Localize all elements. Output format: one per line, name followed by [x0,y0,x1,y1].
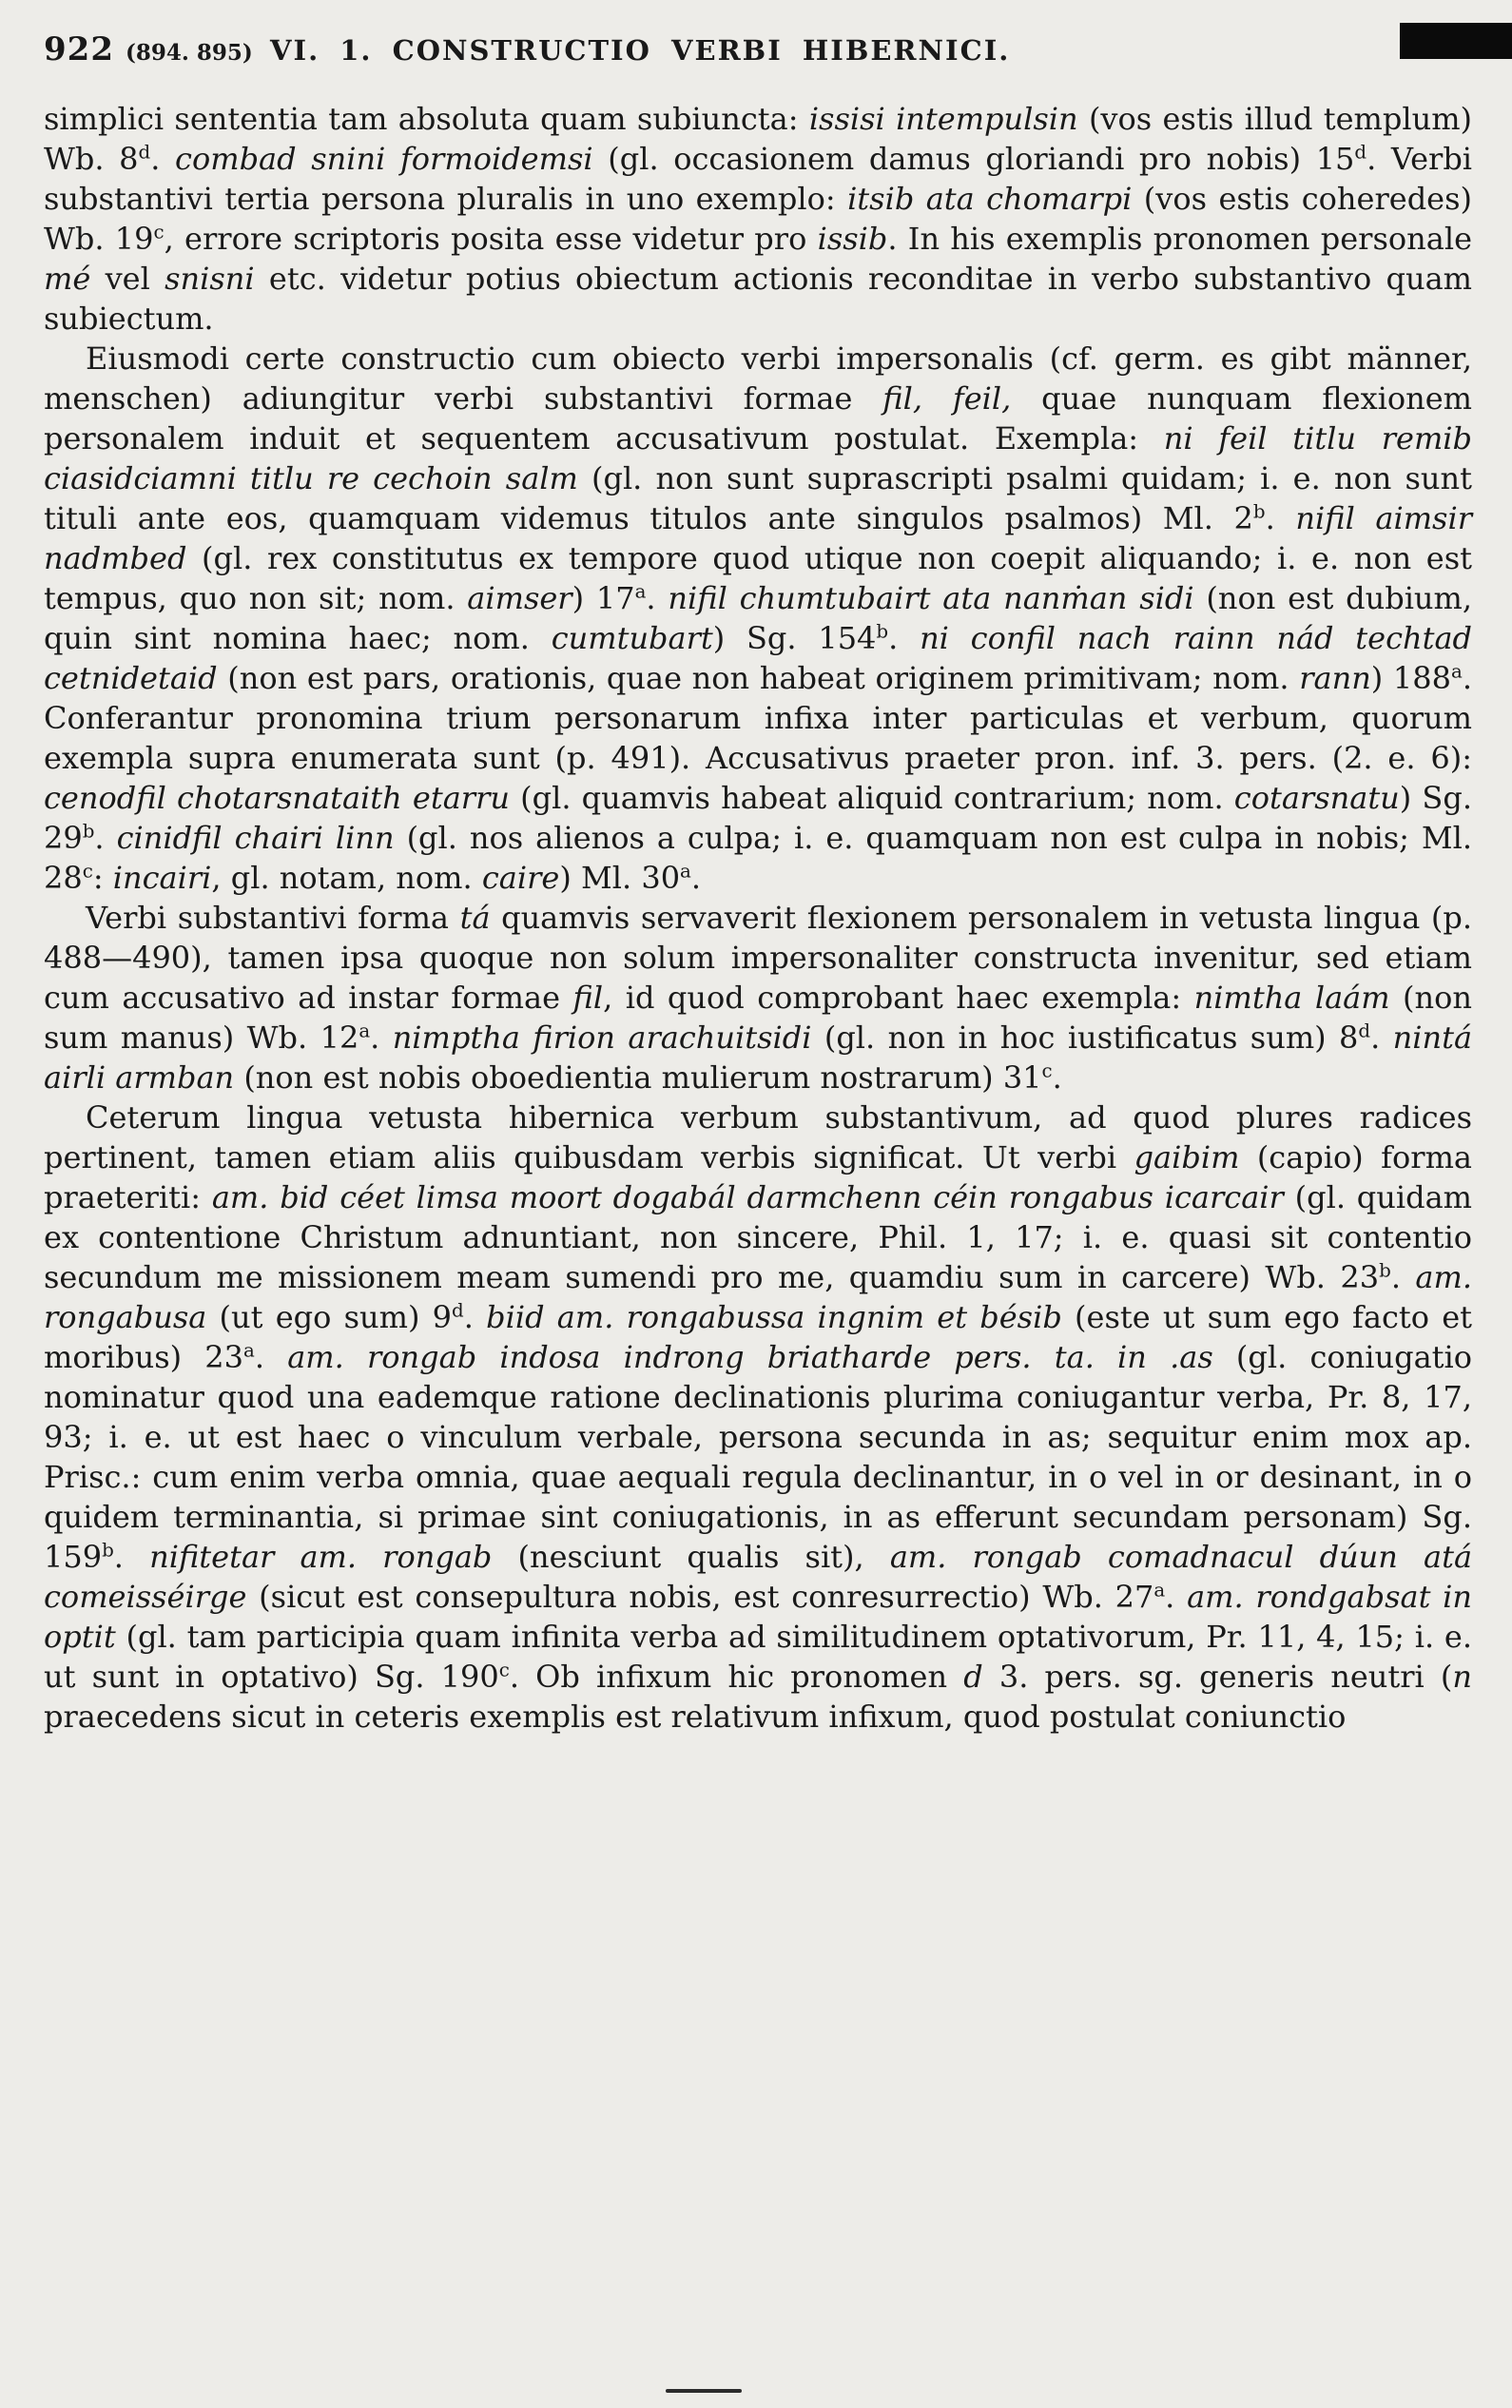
text-run: (ut ego sum) 9 [206,1299,453,1335]
reference-superscript: d [452,1299,464,1322]
reference-superscript: c [153,221,165,243]
text-run: . [690,860,702,896]
text-run: . Conferantur pronomina trium personarum infixa inter particulas et verbum, quorum exempla supra enumerata sunt (p. 491). Accusativus praeter pron. inf. 3. pers. (2. e. 6): [44,660,1473,776]
text-run: . [94,820,117,856]
text-run: (gl. occasionem damus gloriandi pro nobis) 15 [592,141,1355,177]
paragraph [44,99,1472,339]
irish-citation: aimser [467,580,572,616]
irish-citation: am. bid céet limsa moort dogabál darmchenn céin rongabus icarcair [211,1179,1284,1215]
body-text [44,99,1472,1737]
text-run: . [254,1339,288,1375]
text-run: (vos estis coheredes) Wb. 19 [44,181,1473,257]
text-run: . [888,620,921,656]
reference-superscript: c [82,860,93,883]
text-run: . [1390,1259,1416,1295]
reference-superscript: a [359,1020,371,1042]
text-run: praecedens sicut in ceteris exemplis est relativum infixum, quod postulat coniunctio [44,1699,1347,1735]
text-run: (non est dubium, quin sint nomina haec; nom. [44,580,1473,656]
reference-superscript: a [1451,660,1463,683]
text-run: (non est nobis oboedientia mulierum nostrarum) 31 [234,1059,1042,1096]
irish-citation: cumtubart [551,620,713,656]
reference-superscript: a [243,1339,255,1362]
irish-citation: nifitetar am. rongab [149,1539,493,1575]
text-run: (este ut sum ego facto et moribus) 23 [44,1299,1473,1375]
page-number: 922 [44,30,114,68]
irish-citation: cotarsnatu [1233,780,1400,816]
text-run: ) Sg. 29 [44,780,1472,856]
irish-citation: d [963,1659,983,1695]
irish-citation: am. rongab comadnacul dúun atá comeisséirge [44,1539,1473,1615]
text-run: , id quod comprobant haec exempla: [603,980,1194,1016]
text-run: . [370,1020,393,1056]
text-run: , gl. notam, nom. [211,860,482,896]
text-run: : [92,860,113,896]
text-run: . [646,580,669,616]
text-run: ) 188 [1370,660,1452,696]
text-run: , errore scriptoris posita esse videtur pro [164,221,818,257]
text-run: (nesciunt qualis sit), [492,1539,890,1575]
irish-citation: fil, feil, [882,380,1012,417]
text-run: simplici sententia tam absoluta quam subiuncta: [44,101,809,137]
text-run: (sicut est consepultura nobis, est conresurrectio) Wb. 27 [246,1579,1154,1615]
text-run: (vos estis illud templum) Wb. 8 [44,101,1473,177]
text-run: (gl. quamvis habeat aliquid contrarium; nom. [509,780,1234,816]
reference-superscript: c [1041,1059,1053,1082]
text-run: . [463,1299,487,1335]
irish-citation: gaibim [1134,1139,1240,1175]
text-run: quamvis servaverit flexionem personalem in vetusta lingua (p. 488—490), tamen ipsa quoque non solum impersonaliter constructa invenitur, sed etiam cum accusativo ad instar formae [44,900,1473,1016]
irish-citation: itsib ata chomarpi [847,181,1133,217]
irish-citation: rann [1299,660,1371,696]
reference-superscript: d [1358,1020,1371,1042]
irish-citation: cenodfil chotarsnataith etarru [44,780,510,816]
running-title: VI. 1. CONSTRUCTIO VERBI HIBERNICI. [270,34,1011,67]
text-run: . [113,1539,150,1575]
irish-citation: fil [572,980,604,1016]
irish-citation: issisi intempulsin [808,101,1078,137]
text-run: Verbi substantivi forma [86,900,460,936]
irish-citation: nifil chumtubairt ata nanṁan sidi [668,580,1194,616]
paragraph [44,339,1472,898]
irish-citation: combad snini formoidemsi [175,141,593,177]
reference-superscript: a [680,860,691,883]
irish-citation: issib [817,221,888,257]
reference-superscript: b [1252,500,1266,523]
irish-citation: nintá airli armban [44,1020,1473,1096]
text-run: (non est pars, orationis, quae non habeat originem primitivam; nom. [217,660,1300,696]
text-run: (capio) forma praeteriti: [44,1139,1473,1215]
text-run: (gl. non sunt suprascripti psalmi quidam; i. e. non sunt tituli ante eos, quamquam videmus titulos ante singulos psalmos) Ml. 2 [44,460,1473,536]
irish-citation: cinidfil chairi linn [116,820,395,856]
text-run: ) Ml. 30 [559,860,681,896]
irish-citation: biid am. rongabussa ingnim et bésib [486,1299,1062,1335]
scan-artifact-bottom-mark [666,2389,742,2393]
reference-superscript: b [82,820,95,843]
reference-superscript: a [1153,1579,1166,1602]
section-ref: (894. 895) [125,40,253,66]
irish-citation: nifil aimsir nadmbed [44,500,1472,576]
irish-citation: tá [459,900,491,936]
text-run: . Ob infixum hic pronomen [509,1659,964,1695]
text-run: . [150,141,176,177]
irish-citation: nimptha firion arachuitsidi [392,1020,812,1056]
text-run: . [1165,1579,1188,1615]
reference-superscript: d [1354,141,1367,164]
reference-superscript: d [138,141,151,164]
irish-citation: n [1452,1659,1473,1695]
irish-citation: ni feil titlu remib ciasidciamni titlu re cechoin salm [44,420,1473,496]
text-run: (gl. tam participia quam infinita verba ad similitudinem optativorum, Pr. 11, 4, 15; i. e. ut sunt in optativo) Sg. 190 [44,1619,1472,1695]
text-run: (gl. rex constitutus ex tempore quod utique non coepit aliquando; i. e. non est tempus, quo non sit; nom. [44,540,1472,616]
irish-citation: incairi [112,860,212,896]
reference-superscript: b [876,620,889,643]
reference-superscript: c [498,1659,510,1681]
text-run: vel [90,261,165,297]
irish-citation: am. rongabusa [44,1259,1473,1335]
text-run: (gl. nos alienos a culpa; i. e. quamquam non est culpa in nobis; Ml. 28 [44,820,1473,896]
text-run: (gl. coniugatio nominatur quod una eademque ratione declinationis plurima coniugantur verba, Pr. 8, 17, 93; i. e. ut est haec o vinculum verbale, persona secunda in as; sequitur enim mox ap. Prisc.: cum enim verba omnia, quae aequali regula declinantur, in o vel in or desinant, in o quidem terminantia, si primae sint coniugationis, in as efferunt secundam personam) Sg. 159 [44,1339,1473,1575]
irish-citation: nimtha laám [1193,980,1390,1016]
text-run: ) Sg. 154 [712,620,877,656]
text-run: etc. videtur potius obiectum actionis reconditae in verbo substantivo quam subiectum. [44,261,1473,337]
irish-citation: mé [44,261,91,297]
page-header [44,29,1472,86]
text-run: 3. pers. sg. generis neutri ( [982,1659,1453,1695]
text-run: ) 17 [572,580,635,616]
reference-superscript: b [1379,1259,1391,1282]
text-run: Ceterum lingua vetusta hibernica verbum substantivum, ad quod plures radices pertinent, tamen etiam aliis quibusdam verbis significat. Ut verbi [44,1099,1472,1175]
text-run: . In his exemplis pronomen personale [887,221,1473,257]
reference-superscript: b [102,1539,114,1562]
text-run: . [1265,500,1296,536]
irish-citation: ni confil nach rainn nád techtad cetnidetaid [44,620,1473,696]
irish-citation: caire [481,860,560,896]
text-run: (gl. non in hoc iustificatus sum) 8 [811,1020,1359,1056]
text-run: . [1052,1059,1062,1096]
irish-citation: snisni [165,261,255,297]
irish-citation: am. rondgabsat in optit [44,1579,1473,1655]
paragraph [44,1097,1472,1737]
page-header-left [44,30,253,68]
paragraph [44,898,1472,1097]
text-run: (gl. quidam ex contentione Christum adnuntiant, non sincere, Phil. 1, 17; i. e. quasi sit contentio secundum me missionem meam sumendi pro me, quamdiu sum in carcere) Wb. 23 [44,1179,1473,1295]
text-run: (non sum manus) Wb. 12 [44,980,1473,1056]
text-run: quae nunquam flexionem personalem induit et sequentem accusativum postulat. Exempla: [44,380,1472,456]
reference-superscript: a [634,580,647,603]
text-run: Eiusmodi certe constructio cum obiecto verbi impersonalis (cf. germ. es gibt männer, menschen) adiungitur verbi substantivi formae [44,340,1472,417]
text-run: . Verbi substantivi tertia persona pluralis in uno exemplo: [44,141,1473,217]
text-run: . [1370,1020,1393,1056]
irish-citation: am. rongab indosa indrong briatharde pers. ta. in .as [287,1339,1213,1375]
